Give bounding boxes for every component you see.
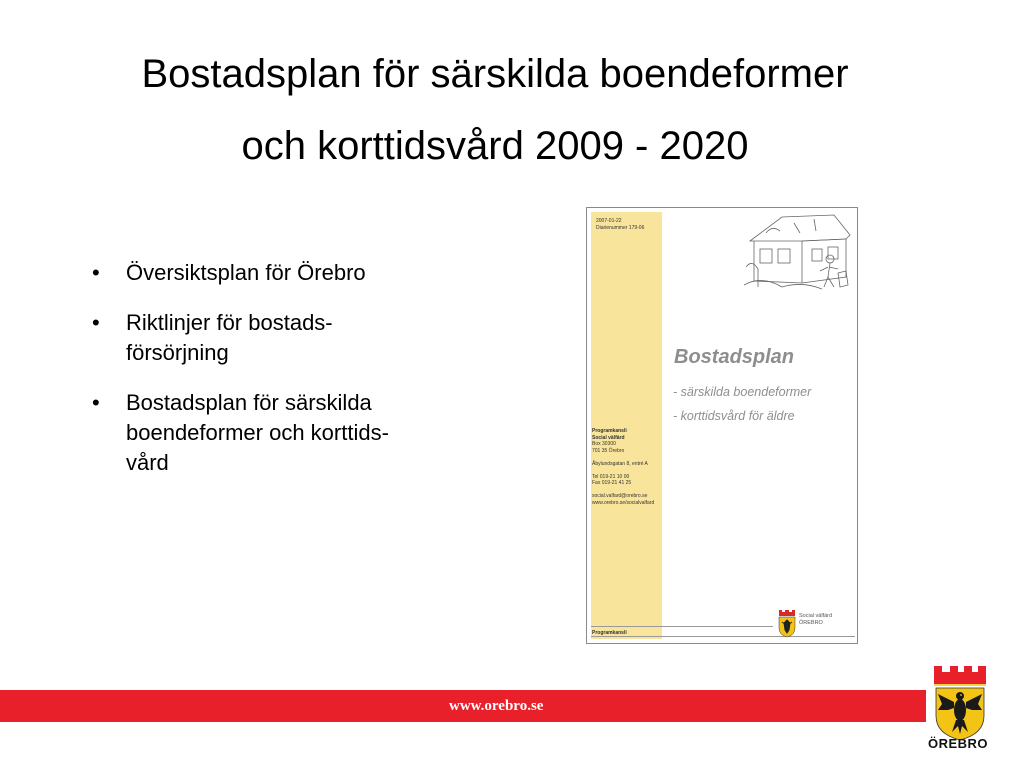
cover-color-strip <box>591 212 662 639</box>
bullet-item <box>92 388 492 478</box>
cover-logo-line-1: Social välfärd <box>799 613 833 619</box>
cover-email: social.valfard@orebro.se <box>592 493 648 499</box>
orebro-coat-of-arms-icon <box>777 608 797 638</box>
cover-divider-line <box>591 626 773 627</box>
house-sketch-icon <box>742 211 854 291</box>
cover-box: Box 30300 <box>592 441 616 447</box>
bullet-text: Riktlinjer för bostads- <box>126 310 333 335</box>
footer-logo-text: ÖREBRO <box>927 736 989 751</box>
bullet-item <box>92 308 492 368</box>
bullet-text: Översiktsplan för Örebro <box>126 260 366 285</box>
cover-date-block <box>596 218 644 231</box>
slide-title-line-2: och korttidsvård 2009 - 2020 <box>241 124 749 168</box>
cover-title: Bostadsplan <box>674 346 795 368</box>
cover-logo-text <box>799 613 832 627</box>
bullet-item <box>92 258 492 288</box>
cover-footer-label <box>592 630 627 637</box>
cover-fax: Fax 019-21 41 25 <box>592 480 632 486</box>
document-cover-thumbnail <box>586 207 858 644</box>
cover-logo <box>777 608 857 642</box>
cover-web: www.orebro.se/socialvalfard <box>592 499 655 506</box>
cover-subtitle-2: - korttidsvård för äldre <box>673 409 795 423</box>
bullet-text: boendeformer och korttids- <box>126 420 389 445</box>
slide-title <box>60 38 930 182</box>
cover-org-2: Social välfärd <box>592 434 625 441</box>
cover-tel: Tel 019-21 10 00 <box>592 473 630 480</box>
cover-org-1: Programkansli <box>592 428 627 434</box>
cover-footer-label-text: Programkansli <box>592 630 627 636</box>
cover-postal: 701 35 Örebro <box>592 447 625 454</box>
bullet-list <box>92 258 492 498</box>
bullet-text: försörjning <box>126 340 229 365</box>
cover-street: Åbylundsgatan 8, entré A <box>592 460 648 467</box>
cover-subtitle-1: - särskilda boendeformer <box>673 385 812 399</box>
slide-title-line-1: Bostadsplan för särskilda boendeformer <box>141 52 849 96</box>
cover-diary-number: Diarienummer 179-06 <box>596 224 645 231</box>
bullet-glyph: • <box>92 260 100 285</box>
cover-logo-line-2: ÖREBRO <box>799 620 823 626</box>
bullet-text: vård <box>126 450 169 475</box>
bullet-text: Bostadsplan för särskilda <box>126 390 372 415</box>
cover-date: 2007-01-22 <box>596 218 622 224</box>
footer-website-link[interactable]: www.orebro.se <box>449 698 544 714</box>
bullet-glyph: • <box>92 310 100 335</box>
cover-contact-block <box>592 428 654 506</box>
bullet-glyph: • <box>92 390 100 415</box>
